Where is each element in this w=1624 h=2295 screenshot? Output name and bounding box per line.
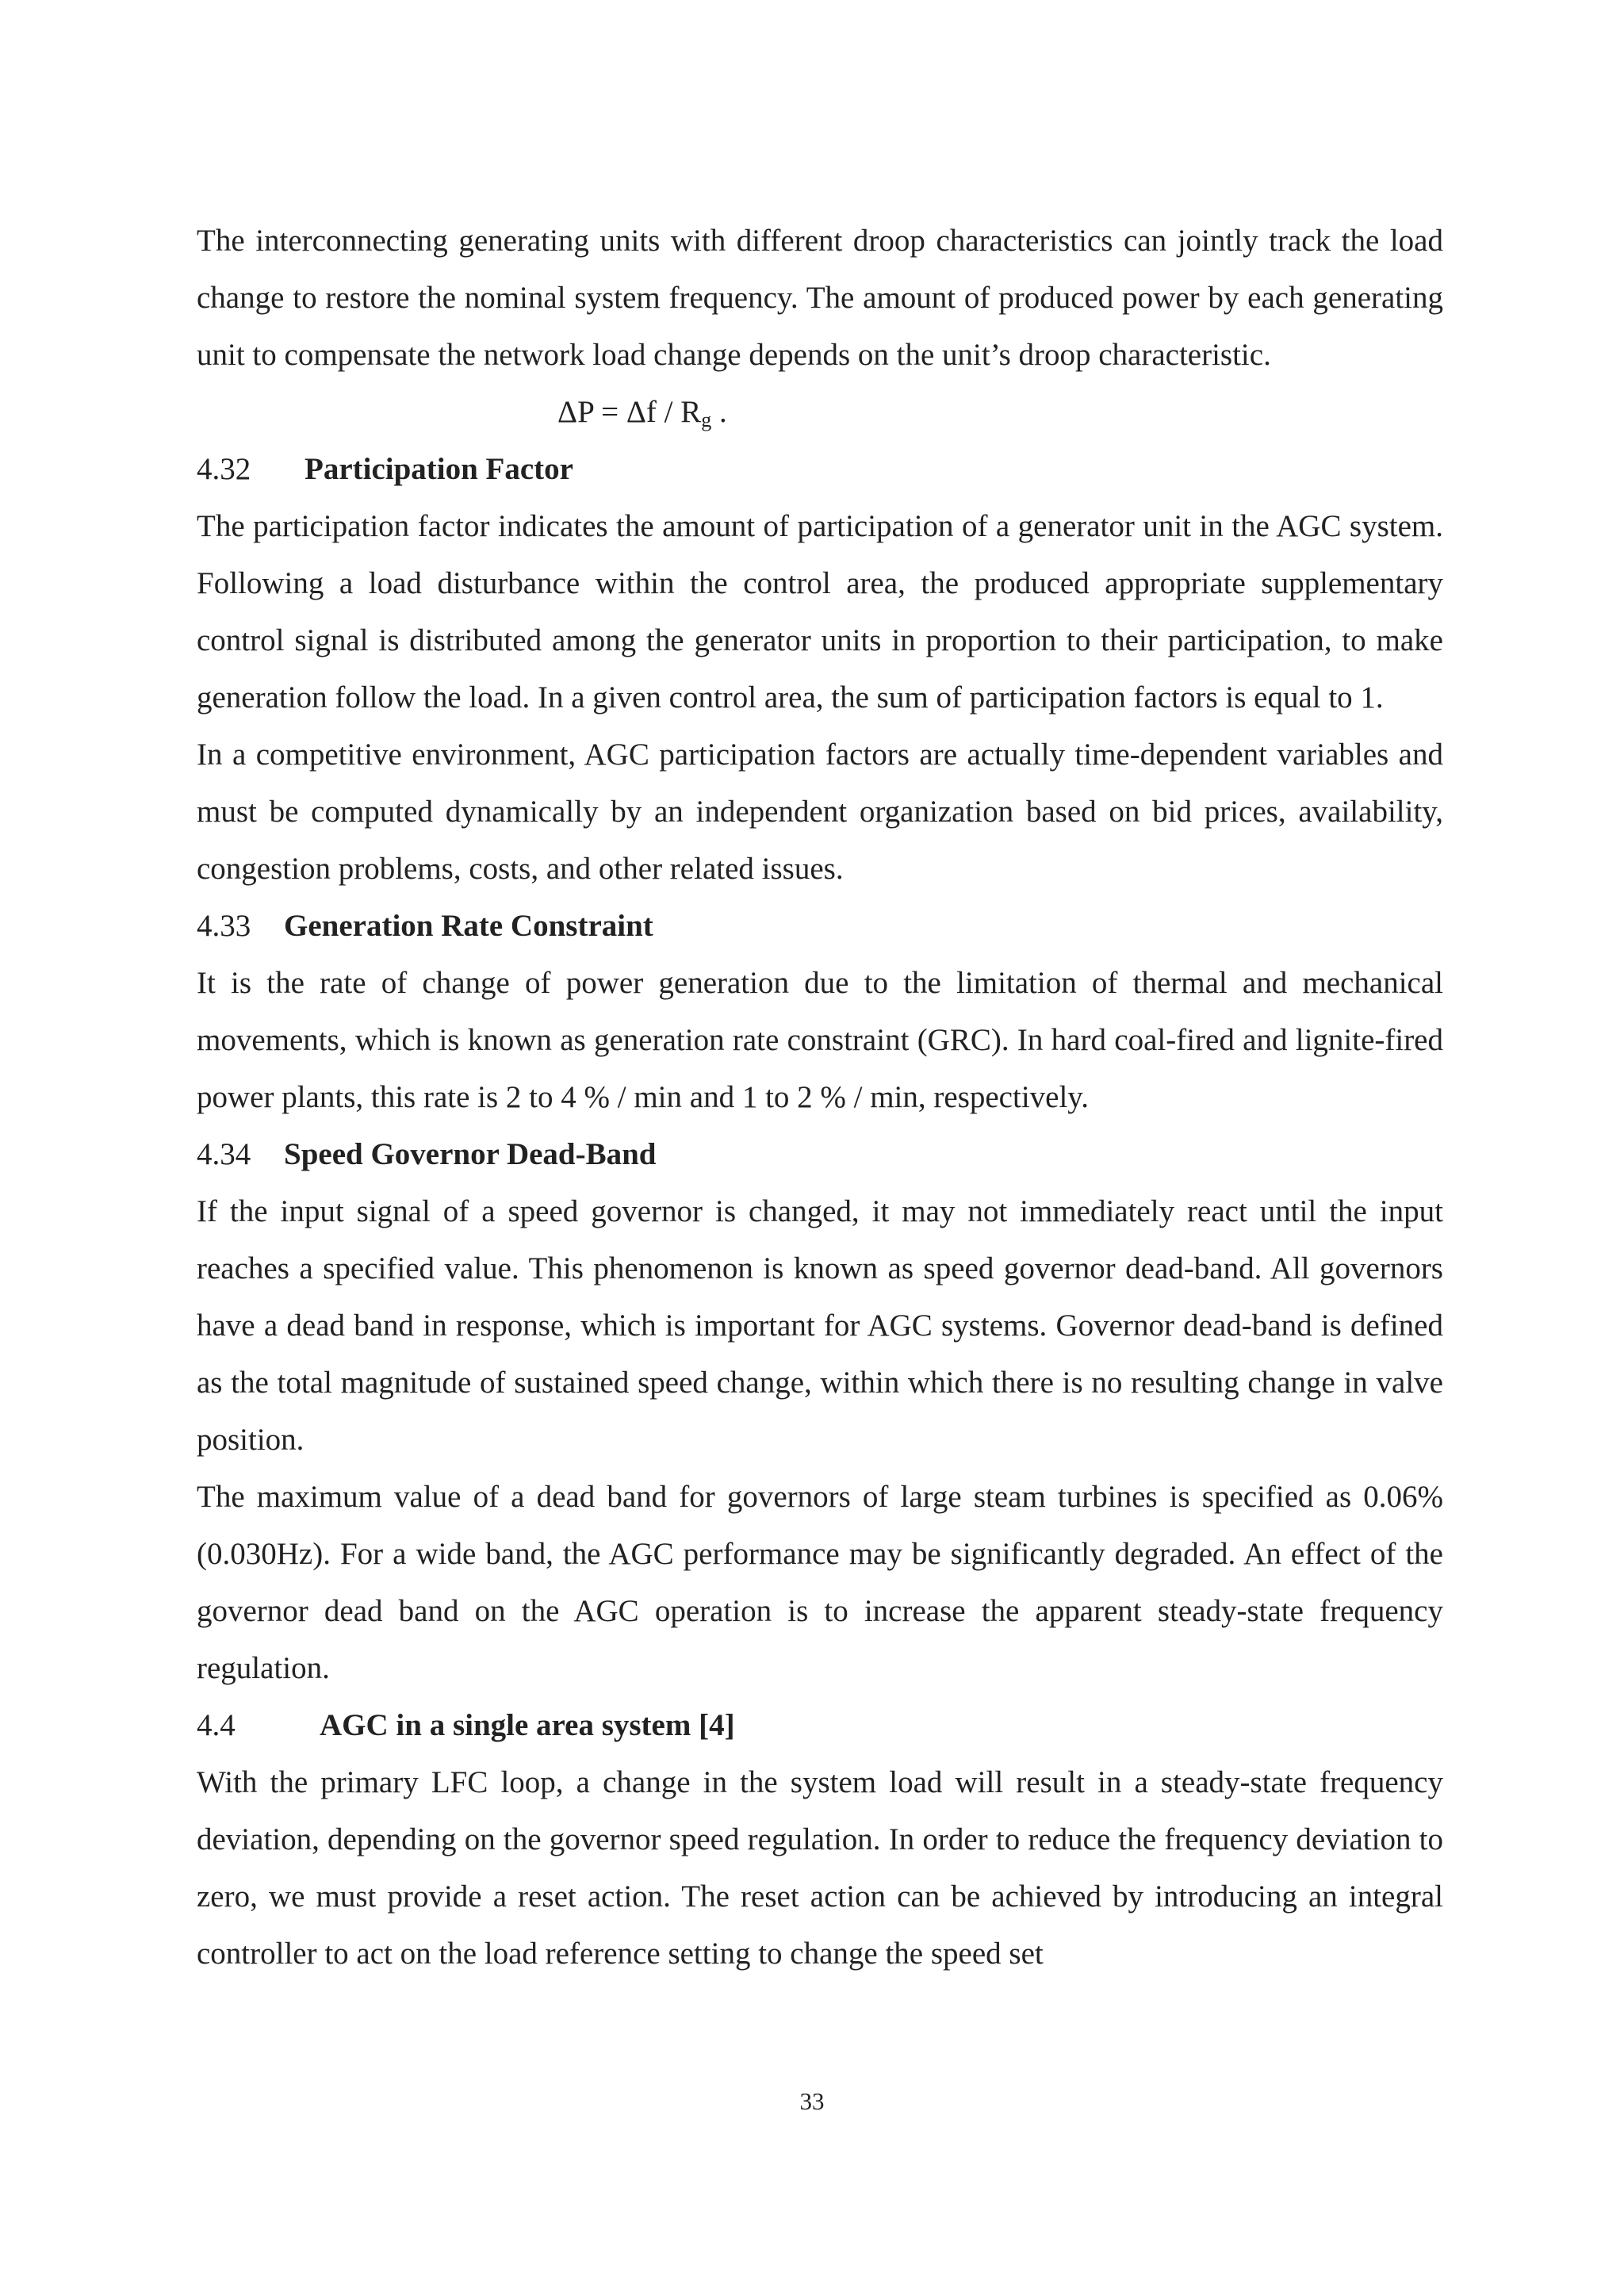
paragraph-governor-dead-band: If the input signal of a speed governor is changed, it may not immediately react until the input reaches a specified value. This phenomenon is known as speed governor dead-band. All governors have a dead band in response, which is important for AGC systems. Governor dead-band is defined as the total magnitude of sustained speed change, within which there is no resulting change in valve position.: [197, 1194, 1443, 1457]
paragraph-single-area-agc: With the primary LFC loop, a change in the system load will result in a steady-state frequency deviation, depending on the governor speed regulation. In order to reduce the frequency deviation to zero, we must provide a reset action. The reset action can be achieved by introducing an integral controller to act on the load reference setting to change the speed set: [197, 1765, 1443, 1971]
section-title: AGC in a single area system [4]: [320, 1708, 735, 1742]
equation-main: ΔP = Δf / R: [557, 395, 702, 429]
paragraph-participation-factor: The participation factor indicates the amount of participation of a generator unit in the AGC system. Following a load disturbance within the control area, the produced appropriate supplementary control signal is distributed among the generator units in proportion to their participation, to make generation follow the load. In a given control area, the sum of participation factors is equal to 1.: [197, 509, 1443, 715]
section-number: 4.4: [197, 1708, 236, 1742]
section-number: 4.32: [197, 452, 251, 486]
section-heading-4-32: [197, 441, 1443, 498]
section-title: Speed Governor Dead-Band: [284, 1137, 657, 1171]
section-heading-4-33: [197, 898, 1443, 955]
section-number: 4.33: [197, 909, 251, 943]
paragraph-dead-band-max-value: The maximum value of a dead band for governors of large steam turbines is specified as 0.06%(0.030Hz). For a wide band, the AGC performance may be significantly degraded. An effect of the governor dead band on the AGC operation is to increase the apparent steady-state frequency regulation.: [197, 1480, 1443, 1685]
equation-subscript: g: [701, 408, 712, 431]
equation-suffix: .: [711, 395, 727, 429]
section-heading-4-4: [197, 1697, 1443, 1754]
paragraph-generation-rate-constraint: It is the rate of change of power generation due to the limitation of thermal and mechanical movements, which is known as generation rate constraint (GRC). In hard coal-fired and lignite-fired power plants, this rate is 2 to 4 % / min and 1 to 2 % / min, respectively.: [197, 966, 1443, 1114]
page-body: [197, 213, 1443, 1983]
section-heading-4-34: [197, 1126, 1443, 1183]
page-number: 33: [799, 2087, 825, 2115]
section-title: Generation Rate Constraint: [284, 909, 653, 943]
section-title: Participation Factor: [304, 452, 573, 486]
paragraph-droop-intro: The interconnecting generating units with different droop characteristics can jointly track the load change to restore the nominal system frequency. The amount of produced power by each generating unit to compensate the network load change depends on the unit’s droop characteristic.: [197, 224, 1443, 372]
equation-delta-p: [197, 384, 1443, 441]
paragraph-competitive-environment: In a competitive environment, AGC participation factors are actually time-dependent variables and must be computed dynamically by an independent organization based on bid prices, availability, congestion problems, costs, and other related issues.: [197, 738, 1443, 886]
section-number: 4.34: [197, 1137, 251, 1171]
